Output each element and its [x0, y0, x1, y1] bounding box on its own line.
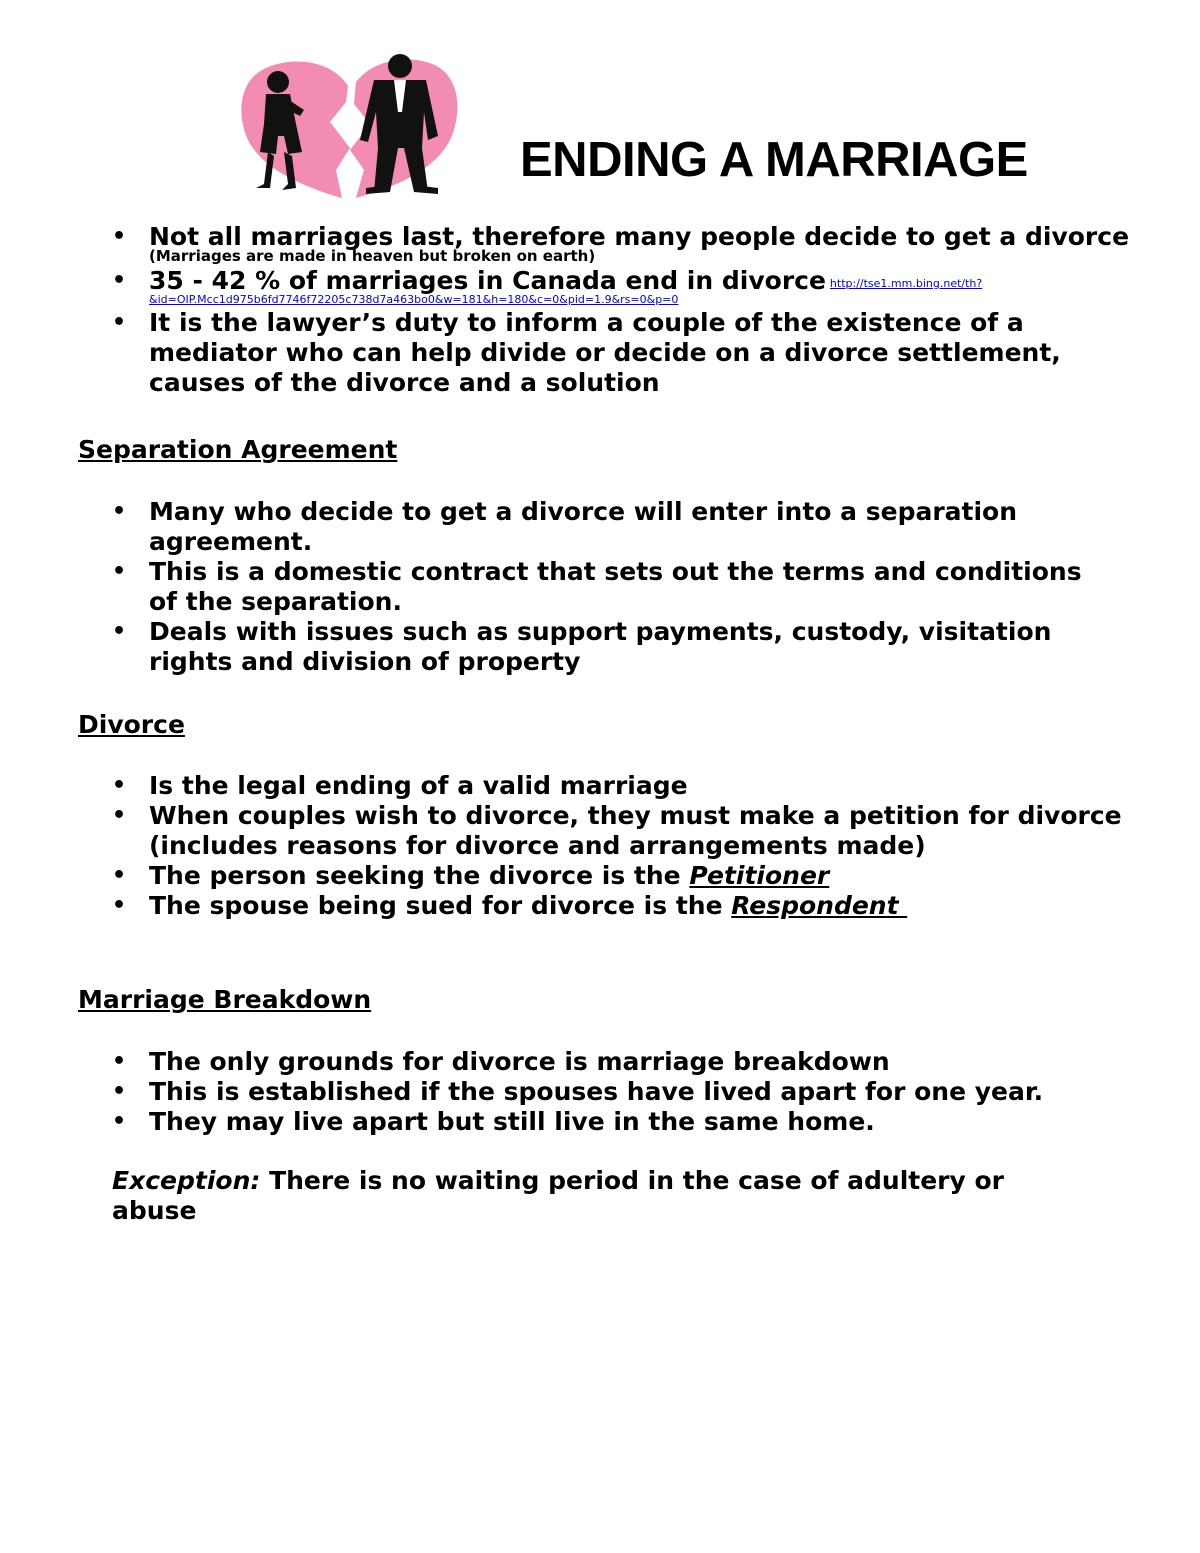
list-item-line: agreement. [149, 527, 313, 556]
list-item-line: • It is the lawyer’s duty to inform a couple of the existence of a [149, 308, 1024, 337]
list-item-subtext: (Marriages are made in heaven but broken on earth) [149, 247, 596, 265]
list-item-line: causes of the divorce and a solution [149, 368, 660, 397]
list-item-line: rights and division of property [149, 647, 581, 676]
list-item-line: • Deals with issues such as support payments, custody, visitation [149, 617, 1052, 646]
list-item [112, 557, 1172, 617]
broken-heart-couple-icon [238, 52, 458, 198]
list-item-line: • This is a domestic contract that sets out the terms and conditions [149, 557, 1082, 586]
list-item-line: mediator who can help divide or decide on a divorce settlement, [149, 338, 1061, 367]
page-title: ENDING A MARRIAGE [520, 133, 1028, 187]
list-item-text: Not all marriages last, therefore many people decide to get a divorce [149, 222, 1130, 251]
breakdown-list [112, 1047, 1172, 1137]
intro-list [112, 222, 1172, 398]
list-item [112, 861, 1172, 891]
list-item-text: The only grounds for divorce is marriage breakdown [149, 1047, 890, 1076]
list-item [112, 222, 1172, 264]
section-heading-divorce: Divorce [78, 710, 185, 739]
list-item [112, 891, 1172, 921]
exception-text: There is no waiting period in the case of adultery or [260, 1166, 1005, 1195]
list-item-line: (includes reasons for divorce and arrangements made) [149, 831, 926, 860]
list-item-line: of the separation. [149, 587, 402, 616]
list-item [112, 771, 1172, 801]
exception-note [112, 1166, 1072, 1226]
separation-list [112, 497, 1172, 677]
list-item [112, 1107, 1172, 1137]
list-item [112, 266, 1172, 306]
list-item [112, 1047, 1172, 1077]
list-item-text: Is the legal ending of a valid marriage [149, 771, 688, 800]
list-item-text: The spouse being sued for divorce is the [149, 891, 732, 920]
list-item [112, 1077, 1172, 1107]
list-item [112, 617, 1172, 677]
list-item-line: • When couples wish to divorce, they must make a petition for divorce [149, 801, 1122, 830]
exception-text-continued: abuse [112, 1196, 197, 1225]
list-item [112, 801, 1172, 861]
exception-label: Exception: [112, 1166, 261, 1195]
reference-link-continued[interactable]: &id=OIP.Mcc1d975b6fd7746f72205c738d7a463bo0&w=181&h=180&c=0&pid=1.9&rs=0&p=0 [149, 293, 679, 306]
list-item [112, 497, 1172, 557]
section-heading-breakdown: Marriage Breakdown [78, 985, 372, 1014]
reference-link[interactable]: http://tse1.mm.bing.net/th? [829, 277, 983, 290]
list-item-text: The person seeking the divorce is the [149, 861, 690, 890]
list-item-text: This is established if the spouses have lived apart for one year. [149, 1077, 1044, 1106]
list-item-line: • Many who decide to get a divorce will enter into a separation [149, 497, 1018, 526]
divorce-list [112, 771, 1172, 921]
term-respondent: Respondent [731, 891, 908, 920]
list-item-text: They may live apart but still live in the same home. [149, 1107, 875, 1136]
section-heading-separation: Separation Agreement [78, 435, 398, 464]
term-petitioner: Petitioner [689, 861, 830, 890]
list-item [112, 308, 1172, 398]
list-item-text: 35 - 42 % of marriages in Canada end in divorce [149, 266, 826, 295]
